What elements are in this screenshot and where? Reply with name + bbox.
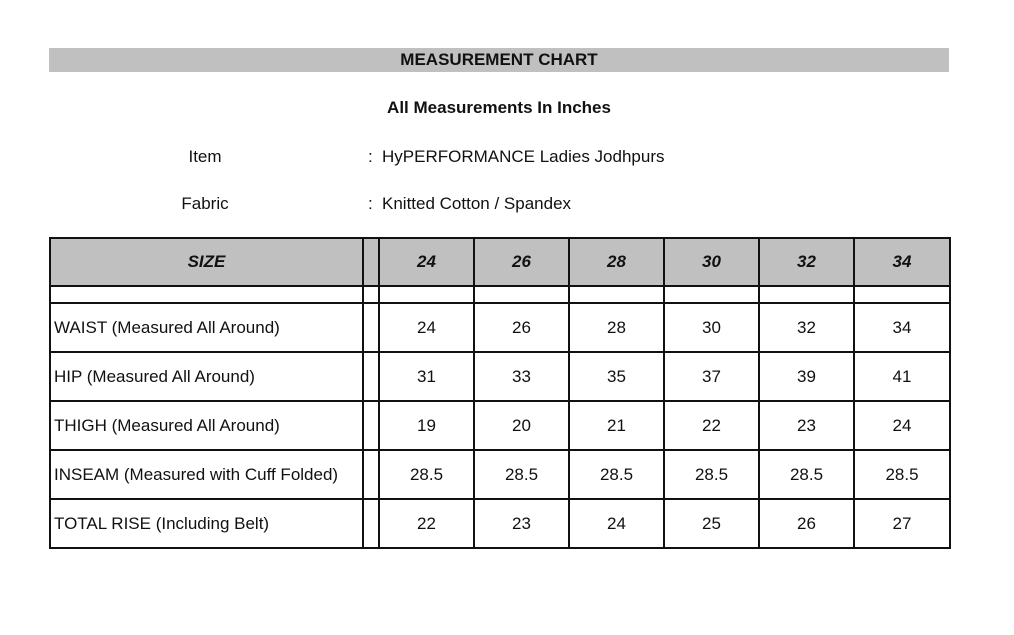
value-cell: 28.5	[854, 450, 950, 499]
meta-value-item: HyPERFORMANCE Ladies Jodhpurs	[382, 147, 665, 166]
size-column-header: 26	[474, 238, 569, 286]
spacer-row	[50, 286, 950, 303]
value-cell: 28.5	[759, 450, 854, 499]
header-gap-cell	[363, 238, 379, 286]
value-cell: 22	[379, 499, 474, 548]
spacer-cell	[50, 286, 363, 303]
size-header: SIZE	[50, 238, 363, 286]
value-cell: 28.5	[569, 450, 664, 499]
value-cell: 23	[474, 499, 569, 548]
table-row-total-rise	[50, 499, 950, 548]
spacer-cell	[474, 286, 569, 303]
spacer-cell	[759, 286, 854, 303]
table-header-row	[50, 238, 950, 286]
table-row-hip	[50, 352, 950, 401]
table-row-waist	[50, 303, 950, 352]
row-label: TOTAL RISE (Including Belt)	[50, 499, 363, 548]
value-cell: 32	[759, 303, 854, 352]
row-label: WAIST (Measured All Around)	[50, 303, 363, 352]
value-cell: 22	[664, 401, 759, 450]
gap-cell	[363, 401, 379, 450]
meta-colon-item: :	[368, 147, 373, 166]
value-cell: 19	[379, 401, 474, 450]
value-cell: 33	[474, 352, 569, 401]
value-cell: 30	[664, 303, 759, 352]
row-label: HIP (Measured All Around)	[50, 352, 363, 401]
value-cell: 24	[854, 401, 950, 450]
spacer-cell	[379, 286, 474, 303]
value-cell: 27	[854, 499, 950, 548]
spacer-cell	[854, 286, 950, 303]
gap-cell	[363, 499, 379, 548]
value-cell: 28.5	[474, 450, 569, 499]
value-cell: 24	[569, 499, 664, 548]
meta-label-fabric: Fabric	[181, 194, 229, 213]
value-cell: 28.5	[664, 450, 759, 499]
spacer-cell	[569, 286, 664, 303]
table-row-thigh	[50, 401, 950, 450]
value-cell: 37	[664, 352, 759, 401]
value-cell: 28.5	[379, 450, 474, 499]
value-cell: 20	[474, 401, 569, 450]
size-column-header: 24	[379, 238, 474, 286]
table-row-inseam	[50, 450, 950, 499]
spacer-cell	[363, 286, 379, 303]
value-cell: 41	[854, 352, 950, 401]
chart-title: MEASUREMENT CHART	[49, 48, 949, 72]
meta-label-item: Item	[188, 147, 222, 166]
value-cell: 23	[759, 401, 854, 450]
value-cell: 26	[474, 303, 569, 352]
value-cell: 24	[379, 303, 474, 352]
units-subtitle: All Measurements In Inches	[387, 98, 611, 117]
value-cell: 39	[759, 352, 854, 401]
value-cell: 25	[664, 499, 759, 548]
spacer-cell	[664, 286, 759, 303]
meta-colon-fabric: :	[368, 194, 373, 213]
gap-cell	[363, 450, 379, 499]
value-cell: 28	[569, 303, 664, 352]
row-label: INSEAM (Measured with Cuff Folded)	[50, 450, 363, 499]
value-cell: 35	[569, 352, 664, 401]
size-column-header: 30	[664, 238, 759, 286]
value-cell: 26	[759, 499, 854, 548]
measurement-table	[49, 237, 951, 549]
value-cell: 31	[379, 352, 474, 401]
value-cell: 21	[569, 401, 664, 450]
row-label: THIGH (Measured All Around)	[50, 401, 363, 450]
meta-value-fabric: Knitted Cotton / Spandex	[382, 194, 572, 213]
size-column-header: 28	[569, 238, 664, 286]
value-cell: 34	[854, 303, 950, 352]
gap-cell	[363, 303, 379, 352]
size-column-header: 32	[759, 238, 854, 286]
gap-cell	[363, 352, 379, 401]
size-column-header: 34	[854, 238, 950, 286]
